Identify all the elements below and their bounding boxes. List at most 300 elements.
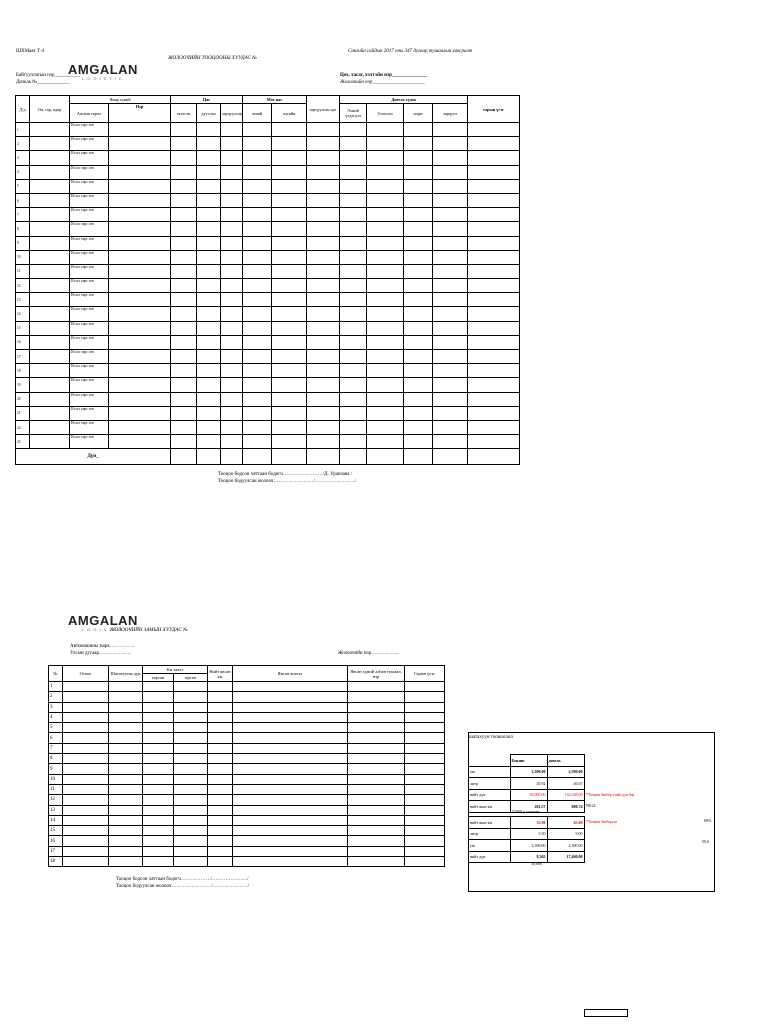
table-cell[interactable] bbox=[433, 420, 468, 434]
table-cell[interactable] bbox=[405, 702, 445, 712]
table-cell[interactable] bbox=[348, 682, 405, 692]
table-cell[interactable] bbox=[208, 712, 233, 722]
table-cell[interactable] bbox=[272, 335, 307, 349]
table-cell[interactable] bbox=[404, 250, 433, 264]
table-cell[interactable] bbox=[221, 222, 243, 236]
table-cell[interactable] bbox=[348, 712, 405, 722]
table-cell[interactable] bbox=[208, 795, 233, 805]
table-cell[interactable] bbox=[171, 350, 197, 364]
table-cell[interactable] bbox=[221, 293, 243, 307]
table-cell[interactable] bbox=[221, 378, 243, 392]
table-cell[interactable] bbox=[433, 364, 468, 378]
table-cell[interactable] bbox=[468, 321, 520, 335]
table-cell[interactable] bbox=[367, 378, 404, 392]
table-cell[interactable] bbox=[272, 165, 307, 179]
table-cell[interactable] bbox=[171, 208, 197, 222]
table-cell[interactable] bbox=[404, 350, 433, 364]
table-cell[interactable] bbox=[109, 795, 143, 805]
table-cell[interactable] bbox=[174, 743, 208, 753]
table-cell[interactable] bbox=[405, 815, 445, 825]
table-cell[interactable] bbox=[109, 208, 171, 222]
table-cell[interactable] bbox=[143, 836, 174, 846]
table-cell[interactable] bbox=[367, 335, 404, 349]
table-cell[interactable] bbox=[340, 222, 367, 236]
table-cell[interactable] bbox=[233, 723, 348, 733]
table-cell[interactable] bbox=[348, 743, 405, 753]
table-cell[interactable] bbox=[174, 682, 208, 692]
table-cell[interactable] bbox=[367, 137, 404, 151]
table-cell[interactable] bbox=[109, 350, 171, 364]
table-cell[interactable] bbox=[109, 250, 171, 264]
table-cell[interactable] bbox=[109, 264, 171, 278]
table-cell[interactable] bbox=[307, 435, 340, 449]
table-cell[interactable] bbox=[243, 378, 272, 392]
table-cell[interactable] bbox=[307, 123, 340, 137]
table-cell[interactable] bbox=[208, 692, 233, 702]
table-cell[interactable] bbox=[221, 208, 243, 222]
table-cell[interactable] bbox=[197, 307, 221, 321]
table-cell[interactable] bbox=[174, 805, 208, 815]
table-cell[interactable] bbox=[433, 123, 468, 137]
table-cell[interactable] bbox=[468, 364, 520, 378]
table-cell[interactable] bbox=[272, 293, 307, 307]
table-cell[interactable] bbox=[307, 335, 340, 349]
cell-date[interactable] bbox=[30, 264, 70, 278]
table-cell[interactable] bbox=[233, 764, 348, 774]
table-cell[interactable] bbox=[171, 364, 197, 378]
table-cell[interactable] bbox=[109, 364, 171, 378]
table-cell[interactable] bbox=[109, 723, 143, 733]
table-cell[interactable] bbox=[468, 264, 520, 278]
table-cell[interactable] bbox=[433, 179, 468, 193]
table-cell[interactable] bbox=[405, 857, 445, 867]
table-cell[interactable] bbox=[272, 279, 307, 293]
table-cell[interactable] bbox=[404, 165, 433, 179]
table-cell[interactable] bbox=[404, 137, 433, 151]
table-cell[interactable] bbox=[221, 364, 243, 378]
table-cell[interactable] bbox=[171, 321, 197, 335]
table-cell[interactable] bbox=[367, 279, 404, 293]
table-cell[interactable] bbox=[243, 250, 272, 264]
table-cell[interactable] bbox=[433, 208, 468, 222]
table-cell[interactable] bbox=[367, 250, 404, 264]
table-cell[interactable] bbox=[221, 335, 243, 349]
table-cell[interactable] bbox=[348, 784, 405, 794]
table-cell[interactable] bbox=[233, 733, 348, 743]
table-cell[interactable] bbox=[468, 123, 520, 137]
table-cell[interactable] bbox=[143, 857, 174, 867]
table-cell[interactable] bbox=[433, 378, 468, 392]
table-cell[interactable] bbox=[243, 123, 272, 137]
table-cell[interactable] bbox=[340, 307, 367, 321]
table-cell[interactable] bbox=[272, 208, 307, 222]
table-cell[interactable] bbox=[197, 151, 221, 165]
table-cell[interactable] bbox=[233, 784, 348, 794]
table-cell[interactable] bbox=[208, 784, 233, 794]
table-cell[interactable] bbox=[404, 222, 433, 236]
table-cell[interactable] bbox=[468, 250, 520, 264]
table-cell[interactable] bbox=[348, 774, 405, 784]
table-cell[interactable] bbox=[307, 293, 340, 307]
table-cell[interactable] bbox=[243, 137, 272, 151]
table-cell[interactable] bbox=[208, 764, 233, 774]
table-cell[interactable] bbox=[63, 723, 109, 733]
table-cell[interactable] bbox=[174, 764, 208, 774]
table-cell[interactable] bbox=[171, 236, 197, 250]
cell-date[interactable] bbox=[30, 350, 70, 364]
table-cell[interactable] bbox=[63, 826, 109, 836]
table-cell[interactable] bbox=[405, 712, 445, 722]
table-cell[interactable] bbox=[171, 179, 197, 193]
cell-date[interactable] bbox=[30, 222, 70, 236]
table-cell[interactable] bbox=[468, 151, 520, 165]
table-cell[interactable] bbox=[63, 805, 109, 815]
table-cell[interactable] bbox=[404, 279, 433, 293]
table-cell[interactable] bbox=[348, 805, 405, 815]
table-cell[interactable] bbox=[433, 250, 468, 264]
table-cell[interactable] bbox=[367, 236, 404, 250]
table-cell[interactable] bbox=[197, 293, 221, 307]
table-cell[interactable] bbox=[272, 406, 307, 420]
table-cell[interactable] bbox=[197, 165, 221, 179]
table-cell[interactable] bbox=[340, 293, 367, 307]
table-cell[interactable] bbox=[174, 795, 208, 805]
table-cell[interactable] bbox=[197, 420, 221, 434]
table-cell[interactable] bbox=[243, 208, 272, 222]
table-cell[interactable] bbox=[340, 279, 367, 293]
table-cell[interactable] bbox=[367, 165, 404, 179]
cell-date[interactable] bbox=[30, 420, 70, 434]
table-cell[interactable] bbox=[63, 857, 109, 867]
table-cell[interactable] bbox=[233, 805, 348, 815]
table-cell[interactable] bbox=[367, 293, 404, 307]
table-cell[interactable] bbox=[143, 723, 174, 733]
table-cell[interactable] bbox=[63, 712, 109, 722]
table-cell[interactable] bbox=[171, 435, 197, 449]
table-cell[interactable] bbox=[348, 857, 405, 867]
table-cell[interactable] bbox=[367, 321, 404, 335]
table-cell[interactable] bbox=[433, 236, 468, 250]
table-cell[interactable] bbox=[221, 307, 243, 321]
table-cell[interactable] bbox=[433, 321, 468, 335]
table-cell[interactable] bbox=[272, 123, 307, 137]
table-cell[interactable] bbox=[63, 815, 109, 825]
table-cell[interactable] bbox=[405, 682, 445, 692]
table-cell[interactable] bbox=[208, 815, 233, 825]
table-cell[interactable] bbox=[109, 392, 171, 406]
table-cell[interactable] bbox=[109, 682, 143, 692]
table-cell[interactable] bbox=[171, 406, 197, 420]
table-cell[interactable] bbox=[243, 392, 272, 406]
cell-date[interactable] bbox=[30, 293, 70, 307]
table-cell[interactable] bbox=[468, 392, 520, 406]
table-cell[interactable] bbox=[404, 335, 433, 349]
table-cell[interactable] bbox=[143, 774, 174, 784]
table-cell[interactable] bbox=[208, 682, 233, 692]
table-cell[interactable] bbox=[404, 406, 433, 420]
table-cell[interactable] bbox=[404, 378, 433, 392]
table-cell[interactable] bbox=[233, 754, 348, 764]
table-cell[interactable] bbox=[197, 406, 221, 420]
table-cell[interactable] bbox=[468, 350, 520, 364]
table-cell[interactable] bbox=[143, 692, 174, 702]
table-cell[interactable] bbox=[174, 836, 208, 846]
table-cell[interactable] bbox=[174, 815, 208, 825]
table-cell[interactable] bbox=[243, 236, 272, 250]
table-cell[interactable] bbox=[433, 335, 468, 349]
table-cell[interactable] bbox=[63, 692, 109, 702]
table-cell[interactable] bbox=[109, 774, 143, 784]
table-cell[interactable] bbox=[404, 420, 433, 434]
table-cell[interactable] bbox=[174, 857, 208, 867]
table-cell[interactable] bbox=[171, 123, 197, 137]
table-cell[interactable] bbox=[405, 846, 445, 856]
table-cell[interactable] bbox=[233, 857, 348, 867]
cell-date[interactable] bbox=[30, 279, 70, 293]
table-cell[interactable] bbox=[272, 193, 307, 207]
table-cell[interactable] bbox=[197, 250, 221, 264]
table-cell[interactable] bbox=[307, 208, 340, 222]
table-cell[interactable] bbox=[171, 165, 197, 179]
table-cell[interactable] bbox=[143, 712, 174, 722]
table-cell[interactable] bbox=[468, 193, 520, 207]
table-cell[interactable] bbox=[109, 293, 171, 307]
table-cell[interactable] bbox=[272, 392, 307, 406]
table-cell[interactable] bbox=[109, 179, 171, 193]
table-cell[interactable] bbox=[221, 179, 243, 193]
table-cell[interactable] bbox=[433, 193, 468, 207]
table-cell[interactable] bbox=[340, 123, 367, 137]
cell-date[interactable] bbox=[30, 406, 70, 420]
table-cell[interactable] bbox=[404, 321, 433, 335]
table-cell[interactable] bbox=[109, 321, 171, 335]
cell-date[interactable] bbox=[30, 321, 70, 335]
table-cell[interactable] bbox=[143, 754, 174, 764]
cell-date[interactable] bbox=[30, 335, 70, 349]
table-cell[interactable] bbox=[109, 406, 171, 420]
cell-date[interactable] bbox=[30, 137, 70, 151]
table-cell[interactable] bbox=[197, 350, 221, 364]
table-cell[interactable] bbox=[143, 826, 174, 836]
table-cell[interactable] bbox=[367, 307, 404, 321]
cell-date[interactable] bbox=[30, 193, 70, 207]
table-cell[interactable] bbox=[433, 137, 468, 151]
cell-date[interactable] bbox=[30, 236, 70, 250]
table-cell[interactable] bbox=[143, 784, 174, 794]
table-cell[interactable] bbox=[340, 350, 367, 364]
table-cell[interactable] bbox=[109, 733, 143, 743]
table-cell[interactable] bbox=[433, 293, 468, 307]
table-cell[interactable] bbox=[174, 723, 208, 733]
table-cell[interactable] bbox=[243, 307, 272, 321]
cell-date[interactable] bbox=[30, 378, 70, 392]
table-cell[interactable] bbox=[468, 279, 520, 293]
table-cell[interactable] bbox=[233, 682, 348, 692]
table-cell[interactable] bbox=[405, 805, 445, 815]
table-cell[interactable] bbox=[405, 774, 445, 784]
table-cell[interactable] bbox=[109, 236, 171, 250]
table-cell[interactable] bbox=[63, 795, 109, 805]
table-cell[interactable] bbox=[109, 754, 143, 764]
table-cell[interactable] bbox=[468, 406, 520, 420]
table-cell[interactable] bbox=[405, 795, 445, 805]
table-cell[interactable] bbox=[109, 743, 143, 753]
table-cell[interactable] bbox=[404, 307, 433, 321]
table-cell[interactable] bbox=[233, 743, 348, 753]
table-cell[interactable] bbox=[243, 151, 272, 165]
table-cell[interactable] bbox=[143, 743, 174, 753]
table-cell[interactable] bbox=[307, 350, 340, 364]
table-cell[interactable] bbox=[307, 307, 340, 321]
table-cell[interactable] bbox=[367, 193, 404, 207]
table-cell[interactable] bbox=[63, 836, 109, 846]
table-cell[interactable] bbox=[272, 250, 307, 264]
table-cell[interactable] bbox=[63, 733, 109, 743]
cell-date[interactable] bbox=[30, 392, 70, 406]
table-cell[interactable] bbox=[109, 764, 143, 774]
table-cell[interactable] bbox=[348, 754, 405, 764]
table-cell[interactable] bbox=[367, 350, 404, 364]
table-cell[interactable] bbox=[405, 784, 445, 794]
table-cell[interactable] bbox=[233, 826, 348, 836]
table-cell[interactable] bbox=[197, 321, 221, 335]
table-cell[interactable] bbox=[348, 836, 405, 846]
table-cell[interactable] bbox=[109, 826, 143, 836]
table-cell[interactable] bbox=[468, 222, 520, 236]
table-cell[interactable] bbox=[63, 764, 109, 774]
table-cell[interactable] bbox=[233, 692, 348, 702]
table-cell[interactable] bbox=[197, 392, 221, 406]
table-cell[interactable] bbox=[468, 236, 520, 250]
table-cell[interactable] bbox=[109, 335, 171, 349]
table-cell[interactable] bbox=[433, 151, 468, 165]
table-cell[interactable] bbox=[63, 754, 109, 764]
table-cell[interactable] bbox=[243, 264, 272, 278]
table-cell[interactable] bbox=[221, 165, 243, 179]
table-cell[interactable] bbox=[433, 165, 468, 179]
table-cell[interactable] bbox=[109, 712, 143, 722]
table-cell[interactable] bbox=[221, 420, 243, 434]
table-cell[interactable] bbox=[171, 392, 197, 406]
table-cell[interactable] bbox=[243, 350, 272, 364]
table-cell[interactable] bbox=[221, 350, 243, 364]
table-cell[interactable] bbox=[468, 378, 520, 392]
table-cell[interactable] bbox=[307, 406, 340, 420]
table-cell[interactable] bbox=[221, 250, 243, 264]
table-cell[interactable] bbox=[171, 307, 197, 321]
table-cell[interactable] bbox=[171, 222, 197, 236]
table-cell[interactable] bbox=[405, 723, 445, 733]
table-cell[interactable] bbox=[174, 784, 208, 794]
table-cell[interactable] bbox=[109, 378, 171, 392]
cell-date[interactable] bbox=[30, 123, 70, 137]
table-cell[interactable] bbox=[243, 364, 272, 378]
table-cell[interactable] bbox=[405, 836, 445, 846]
table-cell[interactable] bbox=[307, 250, 340, 264]
cell-date[interactable] bbox=[30, 165, 70, 179]
table-cell[interactable] bbox=[208, 826, 233, 836]
table-cell[interactable] bbox=[243, 293, 272, 307]
table-cell[interactable] bbox=[109, 857, 143, 867]
table-cell[interactable] bbox=[221, 236, 243, 250]
table-cell[interactable] bbox=[221, 392, 243, 406]
table-cell[interactable] bbox=[197, 279, 221, 293]
table-cell[interactable] bbox=[208, 805, 233, 815]
table-cell[interactable] bbox=[143, 815, 174, 825]
table-cell[interactable] bbox=[109, 784, 143, 794]
cell-date[interactable] bbox=[30, 250, 70, 264]
table-cell[interactable] bbox=[174, 754, 208, 764]
table-cell[interactable] bbox=[404, 392, 433, 406]
table-cell[interactable] bbox=[433, 406, 468, 420]
table-cell[interactable] bbox=[404, 364, 433, 378]
table-cell[interactable] bbox=[272, 179, 307, 193]
table-cell[interactable] bbox=[272, 137, 307, 151]
table-cell[interactable] bbox=[307, 279, 340, 293]
table-cell[interactable] bbox=[348, 692, 405, 702]
table-cell[interactable] bbox=[243, 335, 272, 349]
table-cell[interactable] bbox=[109, 846, 143, 856]
table-cell[interactable] bbox=[109, 151, 171, 165]
table-cell[interactable] bbox=[307, 420, 340, 434]
table-cell[interactable] bbox=[367, 222, 404, 236]
table-cell[interactable] bbox=[367, 123, 404, 137]
table-cell[interactable] bbox=[367, 435, 404, 449]
table-cell[interactable] bbox=[143, 764, 174, 774]
table-cell[interactable] bbox=[171, 250, 197, 264]
table-cell[interactable] bbox=[233, 774, 348, 784]
table-cell[interactable] bbox=[221, 137, 243, 151]
table-cell[interactable] bbox=[367, 179, 404, 193]
table-cell[interactable] bbox=[109, 435, 171, 449]
table-cell[interactable] bbox=[340, 137, 367, 151]
table-cell[interactable] bbox=[109, 307, 171, 321]
table-cell[interactable] bbox=[63, 682, 109, 692]
table-cell[interactable] bbox=[404, 179, 433, 193]
table-cell[interactable] bbox=[143, 795, 174, 805]
table-cell[interactable] bbox=[340, 335, 367, 349]
table-cell[interactable] bbox=[307, 392, 340, 406]
table-cell[interactable] bbox=[197, 222, 221, 236]
table-cell[interactable] bbox=[348, 702, 405, 712]
table-cell[interactable] bbox=[348, 795, 405, 805]
table-cell[interactable] bbox=[197, 335, 221, 349]
table-cell[interactable] bbox=[367, 392, 404, 406]
table-cell[interactable] bbox=[348, 764, 405, 774]
table-cell[interactable] bbox=[433, 279, 468, 293]
table-cell[interactable] bbox=[243, 165, 272, 179]
table-cell[interactable] bbox=[404, 123, 433, 137]
table-cell[interactable] bbox=[208, 723, 233, 733]
cell-date[interactable] bbox=[30, 151, 70, 165]
table-cell[interactable] bbox=[272, 222, 307, 236]
table-cell[interactable] bbox=[367, 420, 404, 434]
table-cell[interactable] bbox=[468, 435, 520, 449]
table-cell[interactable] bbox=[272, 420, 307, 434]
table-cell[interactable] bbox=[233, 846, 348, 856]
table-cell[interactable] bbox=[197, 364, 221, 378]
table-cell[interactable] bbox=[174, 692, 208, 702]
table-cell[interactable] bbox=[468, 420, 520, 434]
table-cell[interactable] bbox=[109, 692, 143, 702]
table-cell[interactable] bbox=[433, 264, 468, 278]
table-cell[interactable] bbox=[340, 250, 367, 264]
table-cell[interactable] bbox=[433, 392, 468, 406]
table-cell[interactable] bbox=[208, 836, 233, 846]
table-cell[interactable] bbox=[468, 165, 520, 179]
table-cell[interactable] bbox=[63, 743, 109, 753]
table-cell[interactable] bbox=[171, 151, 197, 165]
